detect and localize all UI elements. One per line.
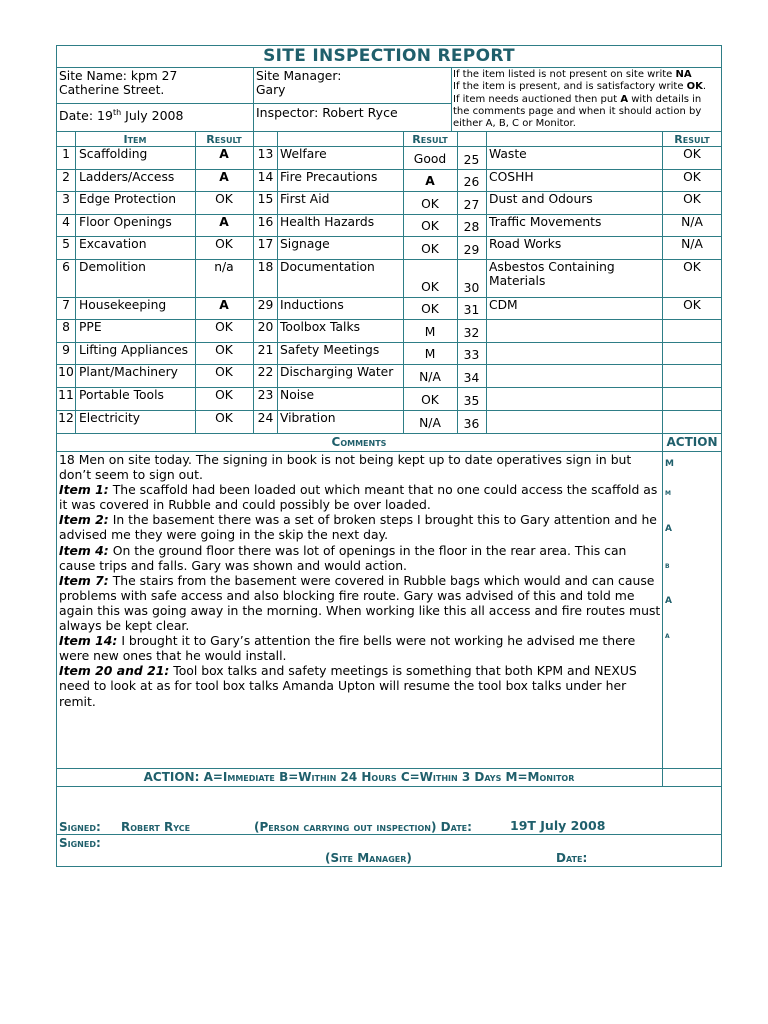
item-result: OK: [215, 388, 233, 402]
item-label: Edge Protection: [79, 192, 177, 206]
item-number: 20: [257, 320, 274, 334]
item-result: OK: [421, 393, 439, 407]
result-header: Result: [674, 133, 710, 146]
item-result: OK: [683, 192, 701, 206]
item-result: OK: [421, 242, 439, 256]
item-number: 35: [463, 394, 480, 408]
comment-intro: 18 Men on site today. The signing in book is not being kept up to date operatives sign in but don’t seem to sign out.: [59, 452, 632, 483]
item-label: Housekeeping: [79, 298, 167, 312]
item-number: 28: [463, 220, 480, 234]
item-result: OK: [215, 411, 233, 425]
item-label: Vibration: [280, 411, 336, 425]
item-result: OK: [683, 147, 701, 161]
item-number: 29: [257, 298, 274, 312]
result-header: Result: [412, 133, 448, 146]
item-label: Signage: [280, 237, 330, 251]
item-result: OK: [421, 219, 439, 233]
item-label: Fire Precautions: [280, 170, 378, 184]
item-number: 26: [463, 175, 480, 189]
site-manager: Site Manager: Gary: [256, 69, 342, 97]
item-number: 22: [257, 365, 274, 379]
inspector-signature: Robert Ryce: [121, 820, 191, 834]
item-result: N/A: [681, 215, 703, 229]
item-result: OK: [421, 302, 439, 316]
inspector-name: Inspector: Robert Ryce: [256, 105, 398, 120]
item-number: 24: [257, 411, 274, 425]
item-number: 34: [463, 371, 480, 385]
item-number: 25: [463, 153, 480, 167]
item-number: 21: [257, 343, 274, 357]
item-label: Lifting Appliances: [79, 343, 189, 357]
item-label: Safety Meetings: [280, 343, 380, 357]
action-code: A: [665, 596, 672, 606]
item-result: A: [425, 174, 435, 188]
item-result: OK: [215, 192, 233, 206]
inspection-sign-date: 19T July 2008: [510, 818, 606, 833]
comments-header: Comments: [331, 435, 387, 449]
item-label: Excavation: [79, 237, 147, 251]
item-label: Noise: [280, 388, 315, 402]
item-number: 36: [463, 417, 480, 431]
item-number: 29: [463, 243, 480, 257]
item-result: A: [219, 215, 229, 229]
item-result: N/A: [419, 370, 441, 384]
item-label: Road Works: [489, 237, 562, 251]
item-number: 27: [463, 198, 480, 212]
item-label: Health Hazards: [280, 215, 375, 229]
item-label: Traffic Movements: [489, 215, 602, 229]
item-result: OK: [683, 298, 701, 312]
item-label: Ladders/Access: [79, 170, 175, 184]
signed-label: Signed:: [59, 820, 101, 834]
item-label: Inductions: [280, 298, 344, 312]
item-label: Documentation: [280, 260, 375, 274]
item-header: Item: [123, 133, 147, 146]
item-label: Toolbox Talks: [280, 320, 360, 334]
comments-text: [59, 452, 662, 709]
item-result: n/a: [214, 260, 234, 274]
inspector-role: (Person carrying out inspection) Date:: [254, 820, 472, 834]
comment-item: Item 2: In the basement there was a set of broken steps I brought this to Gary attention and he advised me they were going in the skip the next day.: [59, 512, 657, 543]
item-label: Demolition: [79, 260, 146, 274]
comment-item: Item 7: The stairs from the basement were covered in Rubble bags which would and can cause problems with safe access and also blocking fire route. Gary was advised of this and told me again this was going away in the morning. When working like this all access and fire routes must always be kept clear.: [59, 572, 661, 634]
item-number: 12: [58, 411, 74, 425]
inspection-date: Date: 19th July 2008: [59, 108, 184, 124]
item-label: Waste: [489, 147, 527, 161]
item-number: 14: [257, 170, 274, 184]
item-label: Floor Openings: [79, 215, 172, 229]
item-number: 23: [257, 388, 274, 402]
report-title: SITE INSPECTION REPORT: [263, 46, 515, 66]
action-code: M: [665, 459, 674, 469]
item-number: 3: [62, 192, 70, 206]
item-number: 16: [257, 215, 274, 229]
item-number: 10: [58, 365, 74, 379]
item-label: Discharging Water: [280, 365, 394, 379]
action-code: A: [665, 633, 670, 640]
action-legend: ACTION: A=Immediate B=Within 24 Hours C=Within 3 Days M=Monitor: [143, 770, 575, 784]
comment-item: Item 4: On the ground floor there was lot of openings in the floor in the rear area. This can cause trips and falls. Gary was shown and would action.: [59, 542, 627, 573]
item-result: N/A: [419, 416, 441, 430]
item-number: 9: [62, 343, 70, 357]
item-label: Asbestos Containing Materials: [489, 260, 615, 288]
item-result: A: [219, 147, 229, 161]
item-number: 18: [257, 260, 274, 274]
instructions: If the item listed is not present on site write NA If the item is present, and is satisfactory write OK. If item needs auctioned then put A with details in the comments page and when it should action by either A, B, C or Monitor.: [453, 69, 707, 130]
item-label: Plant/Machinery: [79, 365, 178, 379]
manager-date-label: Date:: [556, 851, 588, 865]
item-number: 30: [463, 281, 480, 295]
item-result: OK: [215, 237, 233, 251]
item-number: 5: [62, 237, 70, 251]
item-label: Portable Tools: [79, 388, 164, 402]
item-number: 13: [257, 147, 274, 161]
item-result: OK: [683, 260, 701, 274]
item-number: 8: [62, 320, 70, 334]
comment-item: Item 1: The scaffold had been loaded out which meant that no one could access the scaffold as it was covered in Rubble and could possibly be over loaded.: [59, 482, 658, 513]
item-result: OK: [215, 343, 233, 357]
item-result: M: [424, 325, 436, 339]
item-result: A: [219, 298, 229, 312]
item-result: M: [424, 347, 436, 361]
item-result: OK: [421, 197, 439, 211]
item-result: OK: [215, 365, 233, 379]
item-result: OK: [421, 280, 439, 294]
item-label: COSHH: [489, 170, 534, 184]
item-label: Electricity: [79, 411, 141, 425]
signed-label: Signed:: [59, 836, 101, 850]
item-number: 7: [62, 298, 70, 312]
item-label: First Aid: [280, 192, 330, 206]
item-label: Welfare: [280, 147, 327, 161]
item-number: 2: [62, 170, 70, 184]
item-number: 31: [463, 303, 480, 317]
item-number: 17: [257, 237, 274, 251]
item-label: Dust and Odours: [489, 192, 593, 206]
comment-item: Item 20 and 21: Tool box talks and safety meetings is something that both KPM and NEXUS need to look at as for tool box talks Amanda Upton will resume the tool box talks under her remit.: [59, 663, 637, 709]
item-result: Good: [413, 152, 447, 166]
action-code: B: [665, 563, 670, 570]
item-result: A: [219, 170, 229, 184]
action-code: A: [665, 524, 672, 534]
action-header: ACTION: [666, 435, 718, 449]
item-label: Scaffolding: [79, 147, 148, 161]
result-header: Result: [206, 133, 242, 146]
item-number: 1: [62, 147, 70, 161]
item-number: 33: [463, 348, 480, 362]
item-number: 11: [58, 388, 74, 402]
item-number: 32: [463, 326, 480, 340]
item-number: 6: [62, 260, 70, 274]
comment-item: Item 14: I brought it to Gary’s attention the fire bells were not working he advised me there were new ones that he would install.: [59, 633, 636, 664]
site-manager-role: (Site Manager): [325, 851, 412, 865]
item-result: OK: [215, 320, 233, 334]
item-label: PPE: [79, 320, 102, 334]
site-name: Site Name: kpm 27 Catherine Street.: [59, 69, 178, 97]
item-result: N/A: [681, 237, 703, 251]
item-number: 15: [257, 192, 274, 206]
item-result: OK: [683, 170, 701, 184]
action-code: M: [665, 490, 671, 497]
item-number: 4: [62, 215, 70, 229]
item-label: CDM: [489, 298, 518, 312]
